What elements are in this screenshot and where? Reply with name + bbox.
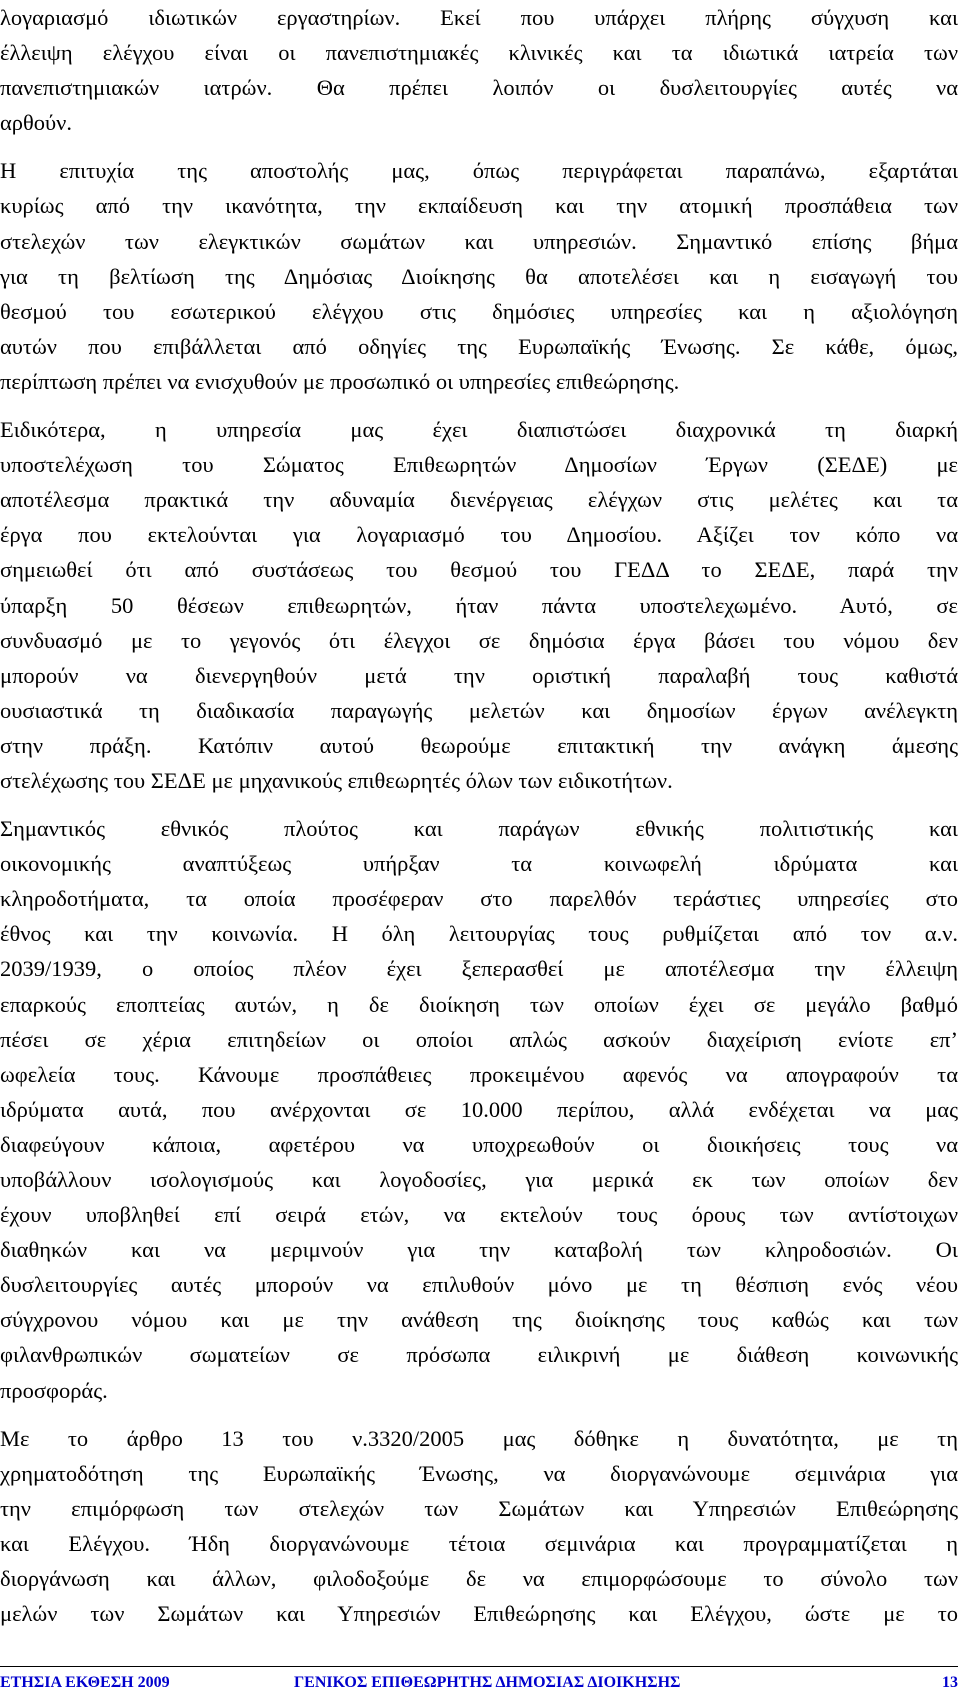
text-line: ιδρύματα αυτά, που ανέρχονται σε 10.000 περίπου, αλλά ενδέχεται να μας: [0, 1096, 958, 1122]
text-line: ωφελεία τους. Κάνουμε προσπάθειες προκειμένου αφενός να απογραφούν τα: [0, 1061, 958, 1087]
text-line: αποτέλεσμα πρακτικά την αδυναμία διενέργειας ελέγχων στις μελέτες και τα: [0, 487, 958, 513]
text-line: σύγχρονου νόμου και με την ανάθεση της διοίκησης τους καθώς και των: [0, 1307, 958, 1333]
text-line: έθνος και την κοινωνία. Η όλη λειτουργίας τους ρυθμίζεται από τον α.ν.: [0, 921, 958, 947]
text-line: Η επιτυχία της αποστολής μας, όπως περιγράφεται παραπάνω, εξαρτάται: [0, 158, 958, 184]
text-line: έχουν υποβληθεί επί σειρά ετών, να εκτελούν τους όρους των αντίστοιχων: [0, 1202, 958, 1228]
footer-divider: [0, 1666, 958, 1667]
text-line: διαφεύγουν κάποια, αφετέρου να υποχρεωθούν οι διοικήσεις τους να: [0, 1131, 958, 1157]
text-line: πέσει σε χέρια επιτηδείων οι οποίοι απλώς ασκούν διαχείριση ενίοτε επ’: [0, 1026, 958, 1052]
text-line: υποβάλλουν ισολογισμούς και λογοδοσίες, για μερικά εκ των οποίων δεν: [0, 1167, 958, 1192]
paragraph-private-labs: [0, 0, 958, 140]
text-line: μελών των Σωμάτων και Υπηρεσιών Επιθεώρησης και Ελέγχου, ώστε με το: [0, 1601, 958, 1627]
text-line: χρηματοδότηση της Ευρωπαϊκής Ένωσης, να διοργανώνουμε σεμινάρια για: [0, 1460, 958, 1486]
text-line: συνδυασμό με το γεγονός ότι έλεγχοι σε δημόσια έργα βάσει του νόμου δεν: [0, 627, 958, 653]
text-line: θεσμού του εσωτερικού ελέγχου στις δημόσιες υπηρεσίες και η αξιολόγηση: [0, 298, 958, 324]
text-line: έλλειψη ελέγχου είναι οι πανεπιστημιακές κλινικές και τα ιδιωτικά ιατρεία των: [0, 40, 958, 66]
text-line: Με το άρθρο 13 του ν.3320/2005 μας δόθηκε η δυνατότητα, με τη: [0, 1425, 958, 1451]
text-line: αυτών που επιβάλλεται από οδηγίες της Ευρωπαϊκής Ένωσης. Σε κάθε, όμως,: [0, 333, 958, 359]
footer-report-title: ΕΤΗΣΙΑ ΕΚΘΕΣΗ 2009: [0, 1674, 170, 1691]
text-line: μπορούν να διενεργηθούν μετά την οριστική παραλαβή τους καθιστά: [0, 662, 958, 688]
text-line: ουσιαστικά τη διαδικασία παραγωγής μελετών και δημοσίων έργων ανέλεγκτη: [0, 697, 958, 723]
text-line: αρθούν.: [0, 110, 72, 136]
text-line: περίπτωση πρέπει να ενισχυθούν με προσωπικό οι υπηρεσίες επιθεώρησης.: [0, 368, 680, 394]
paragraph-mission-success: [0, 153, 958, 399]
text-line: ύπαρξη 50 θέσεων επιθεωρητών, ήταν πάντα υποστελεχωμένο. Αυτό, σε: [0, 592, 958, 618]
text-line: κληροδοτήματα, τα οποία προσέφεραν στο παρελθόν τεράστιες υπηρεσίες στο: [0, 886, 958, 912]
text-line: την επιμόρφωση των στελεχών των Σωμάτων και Υπηρεσιών Επιθεώρησης: [0, 1495, 958, 1521]
text-line: στην πράξη. Κατόπιν αυτού θεωρούμε επιτακτική την ανάγκη άμεσης: [0, 732, 958, 758]
text-line: στελέχωσης του ΣΕΔΕ με μηχανικούς επιθεωρητές όλων των ειδικοτήτων.: [0, 767, 673, 793]
text-line: έργα που εκτελούνται για λογαριασμό του Δημοσίου. Αξίζει τον κόπο να: [0, 522, 958, 548]
text-line: διαθηκών και να μεριμνούν για την καταβολή των κληροδοσιών. Οι: [0, 1237, 958, 1263]
text-line: 2039/1939, ο οποίος πλέον έχει ξεπερασθεί με αποτέλεσμα την έλλειψη: [0, 956, 958, 982]
text-line: φιλανθρωπικών σωματείων σε πρόσωπα ειλικρινή με διάθεση κοινωνικής: [0, 1342, 958, 1368]
footer-organization: ΓΕΝΙΚΟΣ ΕΠΙΘΕΩΡΗΤΗΣ ΔΗΜΟΣΙΑΣ ΔΙΟΙΚΗΣΗΣ: [294, 1674, 681, 1691]
text-line: πανεπιστημιακών ιατρών. Θα πρέπει λοιπόν οι δυσλειτουργίες αυτές να: [0, 75, 958, 101]
text-line: οικονομικής αναπτύξεως υπήρξαν τα κοινωφελή ιδρύματα και: [0, 851, 958, 877]
text-line: κυρίως από την ικανότητα, την εκπαίδευση και την ατομική προσπάθεια των: [0, 193, 958, 219]
text-line: προσφοράς.: [0, 1377, 108, 1403]
text-line: λογαριασμό ιδιωτικών εργαστηρίων. Εκεί που υπάρχει πλήρης σύγχυση και: [0, 5, 958, 30]
text-line: για τη βελτίωση της Δημόσιας Διοίκησης θα αποτελέσει και η εισαγωγή του: [0, 263, 958, 289]
text-line: υποστελέχωση του Σώματος Επιθεωρητών Δημοσίων Έργων (ΣΕΔΕ) με: [0, 452, 958, 478]
page-footer: [0, 1673, 958, 1693]
paragraph-sede-understaffing: [0, 412, 958, 798]
text-line: Ειδικότερα, η υπηρεσία μας έχει διαπιστώσει διαχρονικά τη διαρκή: [0, 417, 958, 443]
text-line: δυσλειτουργίες αυτές μπορούν να επιλυθούν μόνο με τη θέσπιση ενός νέου: [0, 1272, 958, 1298]
text-line: σημειωθεί ότι από συστάσεως του θεσμού του ΓΕΔΔ το ΣΕΔΕ, παρά την: [0, 557, 958, 583]
footer-page-number: 13: [942, 1674, 958, 1691]
text-line: και Ελέγχου. Ήδη διοργανώνουμε τέτοια σεμινάρια και προγραμματίζεται η: [0, 1530, 958, 1556]
paragraph-training-seminars: [0, 1421, 958, 1632]
text-line: στελεχών των ελεγκτικών σωμάτων και υπηρεσιών. Σημαντικό επίσης βήμα: [0, 228, 958, 254]
text-line: επαρκούς εποπτείας αυτών, η δε διοίκηση των οποίων έχει σε μεγάλο βαθμό: [0, 991, 958, 1017]
paragraph-foundations-bequests: [0, 811, 958, 1408]
text-line: Σημαντικός εθνικός πλούτος και παράγων εθνικής πολιτιστικής και: [0, 816, 958, 842]
text-line: διοργάνωση και άλλων, φιλοδοξούμε δε να επιμορφώσουμε το σύνολο των: [0, 1566, 958, 1592]
